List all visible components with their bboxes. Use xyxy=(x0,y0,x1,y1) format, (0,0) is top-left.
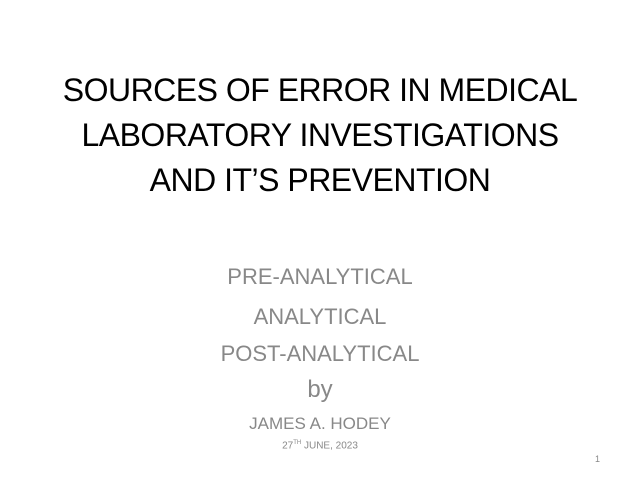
slide-title xyxy=(20,68,620,203)
title-line: SOURCES OF ERROR IN MEDICAL xyxy=(62,72,578,108)
subtitle-line: PRE-ANALYTICAL xyxy=(227,264,413,289)
slide-number: 1 xyxy=(594,454,600,464)
subtitle-line: ANALYTICAL xyxy=(253,304,387,329)
title-line: LABORATORY INVESTIGATIONS xyxy=(81,117,559,153)
author: JAMES A. HODEY xyxy=(249,414,391,433)
title-line: AND IT’S PREVENTION xyxy=(149,162,491,198)
subtitle-line: POST-ANALYTICAL xyxy=(220,341,420,366)
date-suffix: TH xyxy=(293,440,302,446)
date-rest: JUNE, 2023 xyxy=(301,440,358,452)
subtitle-by: by xyxy=(307,376,333,403)
date-day: 27 xyxy=(282,440,294,452)
date xyxy=(0,440,640,451)
